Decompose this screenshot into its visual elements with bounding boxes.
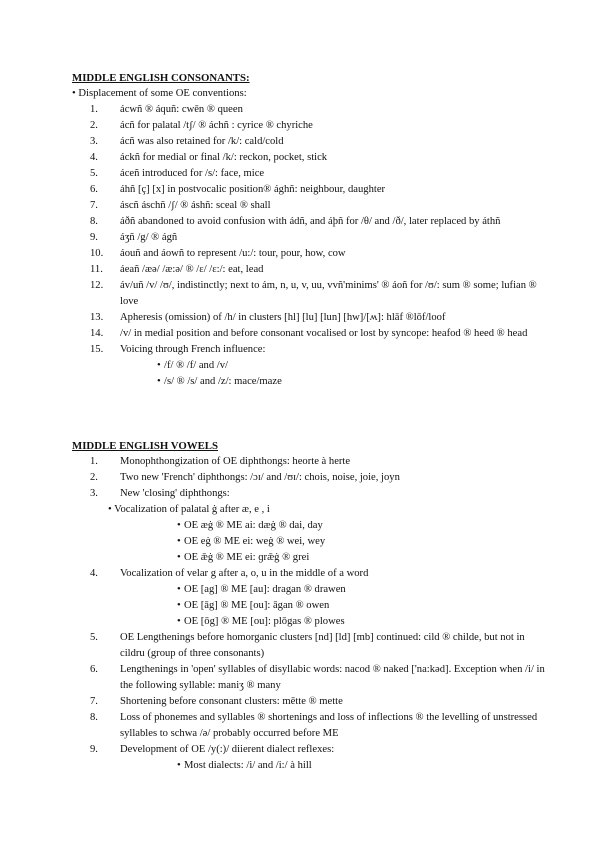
item-number: 9. xyxy=(90,744,98,755)
list-item xyxy=(72,150,552,166)
list-item xyxy=(72,246,552,262)
sub-list-item: • OE [ōg] ® ME [ou]: plōgas ® plowes xyxy=(140,614,552,630)
item-text: Loss of phonemes and syllables ® shortenings and loss of inflections ® the levelling of unstressed syllables to schwa /ə/ probably occurred before ME xyxy=(120,712,538,739)
sub-heading: • Vocalization of palatal ġ after æ, e , i xyxy=(108,504,270,515)
sub-list xyxy=(120,358,552,390)
item-text: áʒñ /g/ ® ágñ xyxy=(120,232,178,243)
item-text: Monophthongization of OE diphthongs: heorte à herte xyxy=(120,456,351,467)
item-text: /v/ in medial position and before consonant vocalised or lost by syncope: heafod ® heed ® head xyxy=(120,328,528,339)
bullet-icon: • xyxy=(177,600,181,611)
item-number: 12. xyxy=(90,280,104,291)
list-item xyxy=(72,566,552,630)
item-text: Two new 'French' diphthongs: /ɔɪ/ and /ʊɪ/: chois, noise, joie, joyn xyxy=(120,472,400,483)
list-item xyxy=(72,262,552,278)
list-item xyxy=(72,278,552,310)
item-text: ácwñ ® áquñ: cwēn ® queen xyxy=(120,104,243,115)
list-item xyxy=(72,454,552,470)
consonants-heading: MIDDLE ENGLISH CONSONANTS: xyxy=(72,72,250,84)
item-number: 2. xyxy=(90,472,98,483)
sub-list xyxy=(108,518,552,566)
list-item xyxy=(72,198,552,214)
item-number: 6. xyxy=(90,664,98,675)
sub-list-item: • OE eġ ® ME ei: weġ ® wei, wey xyxy=(108,534,552,550)
item-number: 10. xyxy=(90,248,104,259)
bullet-icon: • xyxy=(177,616,181,627)
item-text: áscñ áschñ /ʃ/ ® áshñ: sceal ® shall xyxy=(120,200,271,211)
sub-list-item: • OE ǣġ ® ME ei: ɡrǣġ ® grei xyxy=(108,550,552,566)
item-number: 2. xyxy=(90,120,98,131)
list-item xyxy=(72,166,552,182)
item-number: 7. xyxy=(90,200,98,211)
item-text: Development of OE /y(:)/ diierent dialect reflexes: xyxy=(120,744,335,755)
bullet-icon: • xyxy=(177,552,181,563)
item-text: áckñ for medial or final /k/: reckon, pocket, stick xyxy=(120,152,328,163)
item-text: Apheresis (omission) of /h/ in clusters [hl] [lu] [lun] [hw]/[ʍ]: hlāf ®lōf/loof xyxy=(120,312,446,323)
sub-list xyxy=(140,582,552,630)
vowels-list xyxy=(72,454,552,774)
item-text: áceñ introduced for /s/: face, mice xyxy=(120,168,265,179)
item-text: áðñ abandoned to avoid confusion with ádñ, and áþñ for /θ/ and /ð/, later replaced by áthñ xyxy=(120,216,501,227)
list-item xyxy=(72,118,552,134)
item-number: 7. xyxy=(90,696,98,707)
sub-list-item: • Most dialects: /i/ and /i:/ à hill xyxy=(140,758,552,774)
list-item xyxy=(72,742,552,774)
list-item xyxy=(72,102,552,118)
item-text: Lengthenings in 'open' syllables of disyllabic words: nacod ® naked ['na:kəd]. Exception when /i/ in the following syllable: maniʒ ® many xyxy=(120,664,545,691)
sub-list xyxy=(140,758,552,774)
list-item xyxy=(72,470,552,486)
vowels-section xyxy=(72,438,552,774)
list-item xyxy=(72,486,552,566)
consonants-intro: • Displacement of some OE conventions: xyxy=(72,88,247,99)
item-number: 8. xyxy=(90,216,98,227)
consonants-list xyxy=(72,102,552,390)
consonants-section xyxy=(72,70,552,390)
list-item xyxy=(72,342,552,390)
item-number: 6. xyxy=(90,184,98,195)
sub-list-item: • OE [ag] ® ME [au]: dragan ® drawen xyxy=(140,582,552,598)
item-number: 13. xyxy=(90,312,104,323)
item-text: New 'closing' diphthongs: xyxy=(120,488,230,499)
item-number: 1. xyxy=(90,104,98,115)
item-text: áouñ and áowñ to represent /u:/: tour, pour, how, cow xyxy=(120,248,346,259)
item-text: ácñ was also retained for /k/: cald/cold xyxy=(120,136,284,147)
list-item xyxy=(72,630,552,662)
bullet-icon: • xyxy=(177,520,181,531)
bullet-icon: • xyxy=(177,760,181,771)
sub-list-item: • /f/ ® /f/ and /v/ xyxy=(120,358,552,374)
item-text: Shortening before consonant clusters: mētte ® mette xyxy=(120,696,343,707)
item-number: 4. xyxy=(90,568,98,579)
bullet-icon: • xyxy=(157,360,161,371)
list-item xyxy=(72,182,552,198)
list-item xyxy=(72,134,552,150)
item-number: 3. xyxy=(90,136,98,147)
item-text: ácñ for palatal /tʃ/ ® áchñ : cyrice ® chyriche xyxy=(120,120,313,131)
item-text: Vocalization of velar g after a, o, u in the middle of a word xyxy=(120,568,369,579)
sub-list-item: • /s/ ® /s/ and /z/: mace/maze xyxy=(120,374,552,390)
bullet-icon: • xyxy=(177,584,181,595)
list-item xyxy=(72,230,552,246)
bullet-icon: • xyxy=(157,376,161,387)
list-item xyxy=(72,310,552,326)
item-text: áv/uñ /v/ /ʊ/, indistinctly; next to ám, n, u, v, uu, vvñ'minims' ® áoñ for /ʊ/: sum ® some; lufian ® love xyxy=(120,280,537,307)
vowels-heading: MIDDLE ENGLISH VOWELS xyxy=(72,440,218,452)
item-number: 5. xyxy=(90,632,98,643)
item-number: 3. xyxy=(90,488,98,499)
item-number: 8. xyxy=(90,712,98,723)
item-text: áeañ /æə/ /æ:ə/ ® /ɛ/ /ɛ:/: eat, lead xyxy=(120,264,264,275)
item-number: 4. xyxy=(90,152,98,163)
list-item xyxy=(72,326,552,342)
list-item xyxy=(72,662,552,694)
sub-list-item: • OE æġ ® ME ai: dæġ ® dai, day xyxy=(108,518,552,534)
item-number: 15. xyxy=(90,344,104,355)
item-number: 5. xyxy=(90,168,98,179)
list-item xyxy=(72,214,552,230)
list-item xyxy=(72,710,552,742)
item-number: 1. xyxy=(90,456,98,467)
item-text: OE Lengthenings before homorganic clusters [nd] [ld] [mb] continued: cild ® childe, but not in cildru (group of three consonants) xyxy=(120,632,525,659)
item-text: áhñ [ç] [x] in postvocalic position® ághñ: neighbour, daughter xyxy=(120,184,386,195)
item-text: Voicing through French influence: xyxy=(120,344,266,355)
item-number: 14. xyxy=(90,328,104,339)
item-number: 11. xyxy=(90,264,103,275)
sub-list-item: • OE [āg] ® ME [ou]: āgan ® owen xyxy=(140,598,552,614)
list-item xyxy=(72,694,552,710)
bullet-icon: • xyxy=(177,536,181,547)
item-number: 9. xyxy=(90,232,98,243)
